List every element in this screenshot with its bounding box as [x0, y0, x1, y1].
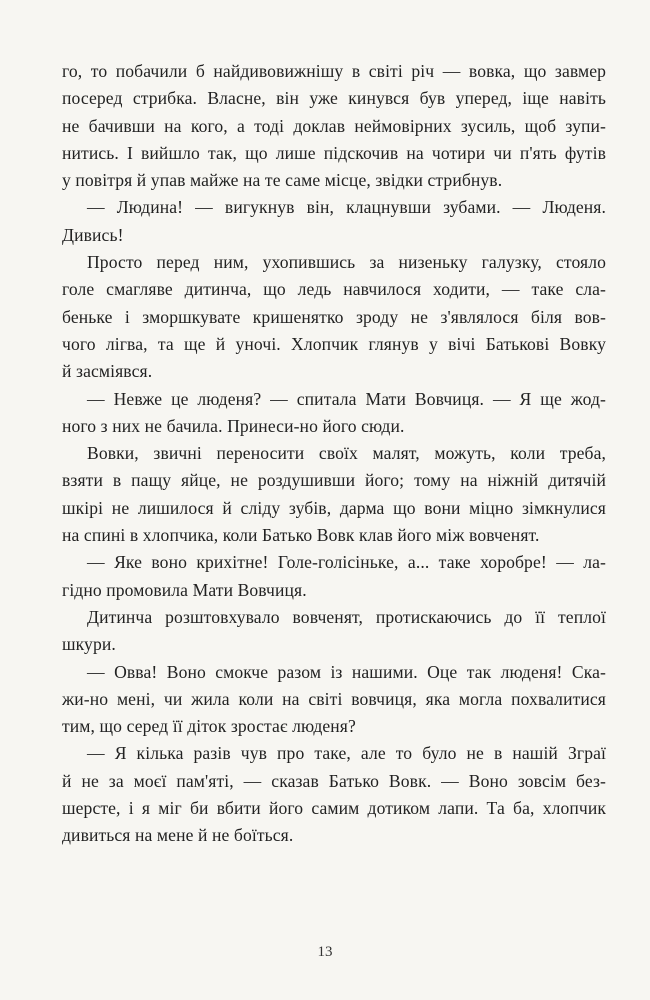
- text-line: — Я кілька разів чув про таке, але то було не в нашій Зграї: [87, 743, 606, 764]
- text-line: шерсте, і я міг би вбити його самим дотиком лапи. Та ба, хлопчик: [62, 798, 606, 819]
- text-line: беньке і зморшкувате кришенятко зроду не з'являлося біля вов-: [62, 306, 606, 327]
- text-line: ного з них не бачила. Принеси-но його сюди.: [62, 415, 405, 436]
- text-line: у повітря й упав майже на те саме місце, звідки стрибнув.: [62, 170, 503, 191]
- paragraph: [62, 386, 606, 441]
- text-line: шкури.: [62, 634, 116, 655]
- paragraph: [62, 58, 606, 194]
- paragraph: [62, 194, 606, 249]
- text-line: Дивись!: [62, 224, 124, 245]
- text-line: й засміявся.: [62, 361, 153, 382]
- text-line: Просто перед ним, ухопившись за низеньку галузку, стояло: [87, 252, 606, 273]
- text-line: Вовки, звичні переносити своїх малят, можуть, коли треба,: [87, 443, 606, 464]
- text-line: — Яке воно крихітне! Голе-голісіньке, а... таке хоробре! — ла-: [87, 552, 606, 573]
- paragraph: [62, 659, 606, 741]
- text-line: взяти в пащу яйце, не роздушивши його; тому на ніжній дитячій: [62, 470, 606, 491]
- text-line: чого лігва, та ще й уночі. Хлопчик глянув у вічі Батькові Вовку: [62, 333, 606, 354]
- text-line: нитись. І вийшло так, що лише підскочив на чотири чи п'ять футів: [62, 142, 606, 163]
- text-line: голе смагляве дитинча, що ледь навчилося ходити, — таке сла-: [62, 279, 606, 300]
- paragraph: [62, 740, 606, 849]
- paragraph: [62, 249, 606, 385]
- text-line: й не за моєї пам'яті, — сказав Батько Вовк. — Воно зовсім без-: [62, 770, 606, 791]
- text-line: дивиться на мене й не боїться.: [62, 825, 294, 846]
- text-line: тим, що серед її діток зростає люденя?: [62, 716, 356, 737]
- text-line: гідно промовила Мати Вовчиця.: [62, 579, 307, 600]
- text-line: не бачивши на кого, а тоді доклав неймовірних зусиль, щоб зупи-: [62, 115, 606, 136]
- page-number: 13: [317, 944, 333, 960]
- paragraph: [62, 604, 606, 659]
- text-line: — Невже це люденя? — спитала Мати Вовчиця. — Я ще жод-: [87, 388, 606, 409]
- text-line: шкірі не лишилося й сліду зубів, дарма що вони міцно зімкнулися: [62, 497, 606, 518]
- paragraph: [62, 549, 606, 604]
- text-line: го, то побачили б найдивовижнішу в світі річ — вовка, що завмер: [62, 61, 606, 81]
- paragraph: [62, 440, 606, 549]
- text-line: на спині в хлопчика, коли Батько Вовк клав його між вовченят.: [62, 525, 540, 546]
- text-line: Дитинча розштовхувало вовченят, протискаючись до її теплої: [87, 606, 606, 627]
- body-text: [62, 58, 606, 850]
- text-line: — Овва! Воно смокче разом із нашими. Оце так люденя! Ска-: [87, 661, 606, 682]
- text-line: посеред стрибка. Власне, він уже кинувся був уперед, іще навіть: [62, 88, 606, 109]
- text-line: — Людина! — вигукнув він, клацнувши зубами. — Люденя.: [87, 197, 606, 218]
- text-line: жи-но мені, чи жила коли на світі вовчиця, яка могла похвалитися: [62, 688, 606, 709]
